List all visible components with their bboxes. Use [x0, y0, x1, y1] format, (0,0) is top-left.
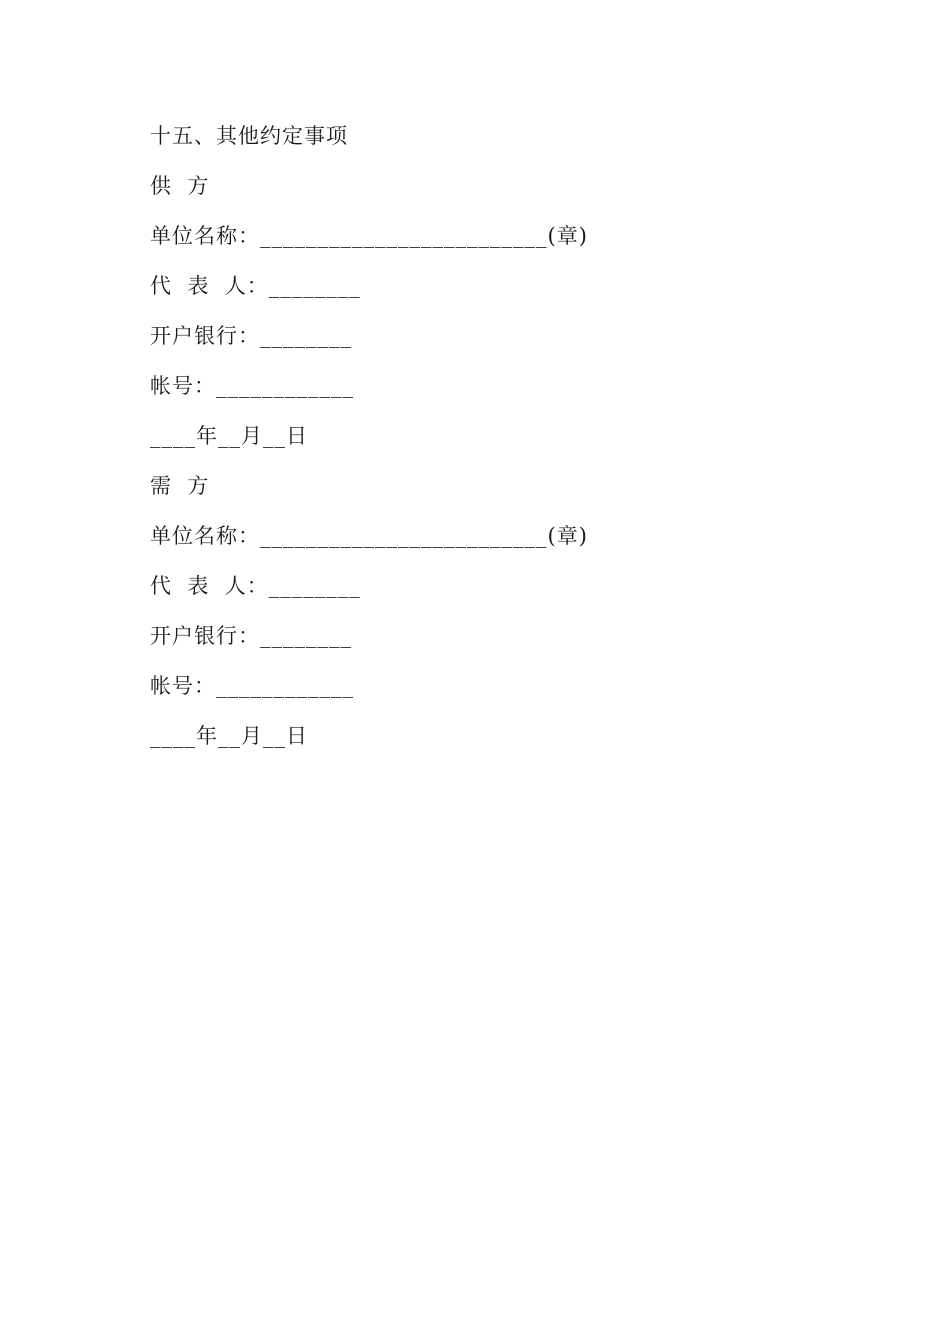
supplier-title: 供 方: [150, 174, 210, 198]
supplier-representative: 代 表 人：________: [150, 274, 361, 298]
buyer-bank: 开户银行：________: [150, 624, 352, 648]
buyer-account: 帐号：____________: [150, 674, 354, 698]
document-body: [150, 113, 850, 763]
supplier-account: 帐号：____________: [150, 374, 354, 398]
supplier-date: ____年__月__日: [150, 424, 308, 448]
buyer-unit-name: 单位名称：_________________________(章): [150, 524, 588, 548]
supplier-bank: 开户银行：________: [150, 324, 352, 348]
buyer-date: ____年__月__日: [150, 724, 308, 748]
supplier-unit-name: 单位名称：_________________________(章): [150, 224, 588, 248]
buyer-representative: 代 表 人：________: [150, 574, 361, 598]
section-heading: 十五、其他约定事项: [150, 124, 348, 148]
buyer-title: 需 方: [150, 474, 210, 498]
